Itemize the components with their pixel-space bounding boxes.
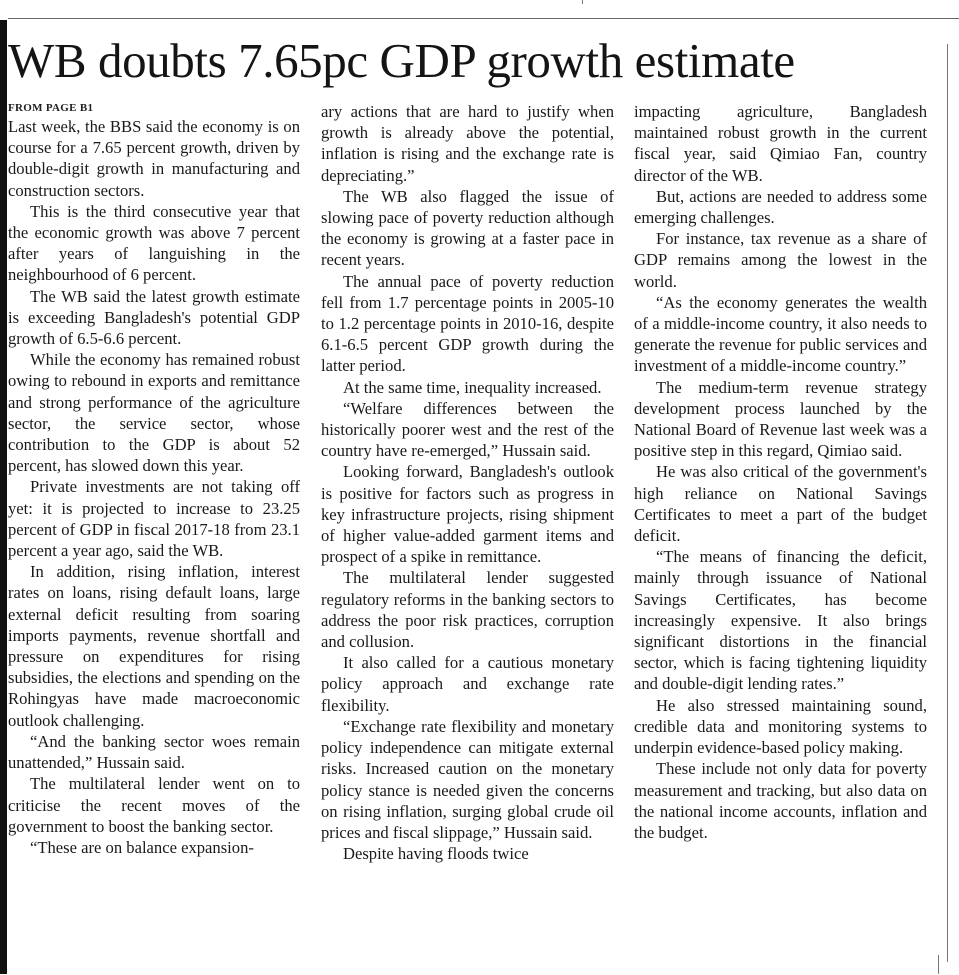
paragraph: The medium-term revenue strategy development process launched by the National Board of Revenue last week was a positive step in this regard, Qimiao said.	[634, 377, 927, 461]
paragraph: ary actions that are hard to justify when growth is already above the potential, inflation is rising and the exchange rate is depreciating.”	[321, 102, 614, 185]
paragraph: The multilateral lender suggested regulatory reforms in the banking sectors to address the poor risk practices, corruption and collusion.	[321, 568, 614, 652]
paragraph: For instance, tax revenue as a share of GDP remains among the lowest in the world.	[634, 229, 927, 291]
paragraph: Private investments are not taking off yet: it is projected to increase to 23.25 percent of GDP in fiscal 2017-18 from 23.1 percent a year ago, said the WB.	[8, 477, 300, 561]
paragraph: He also stressed maintaining sound, credible data and monitoring systems to underpin evidence-based policy making.	[634, 695, 927, 758]
right-column-rule	[947, 44, 948, 962]
top-rule	[8, 18, 959, 19]
paragraph: These include not only data for poverty measurement and tracking, but also data on the national income accounts, inflation and the budget.	[634, 759, 927, 842]
paragraph: He was also critical of the government's high reliance on National Savings Certificates to meet a part of the budget deficit.	[634, 462, 927, 546]
left-edge-bar	[0, 20, 7, 974]
paragraph: Last week, the BBS said the economy is on course for a 7.65 percent growth, driven by double-digit growth in manufacturing and construction sectors.	[8, 117, 300, 200]
paragraph: Despite having floods twice	[343, 844, 529, 864]
paragraph: At the same time, inequality increased.	[343, 377, 602, 397]
paragraph: The multilateral lender went on to criticise the recent moves of the government to boost the banking sector.	[8, 774, 300, 836]
paragraph: The annual pace of poverty reduction fell from 1.7 percentage points in 2005-10 to 1.2 percentage points in 2010-16, despite 6.1-6.5 percent GDP growth during the latter period.	[321, 271, 614, 376]
paragraph: “Welfare differences between the historically poorer west and the rest of the country have re-emerged,” Hussain said.	[321, 398, 614, 461]
article-column-2	[321, 101, 614, 975]
right-column-rule-bottom	[938, 955, 939, 974]
paragraph: impacting agriculture, Bangladesh maintained robust growth in the current fiscal year, said Qimiao Fan, country director of the WB.	[634, 102, 927, 185]
paragraph: In addition, rising inflation, interest rates on loans, rising default loans, large external deficit resulting from soaring imports payments, revenue shortfall and pressure on expenditures for rising subsidies, the elections and spending on the Rohingyas have made macroeconomic outlook challenging.	[8, 562, 300, 730]
paragraph: The WB also flagged the issue of slowing pace of poverty reduction although the economy is growing at a faster pace in recent years.	[321, 186, 614, 270]
paragraph: “And the banking sector woes remain unattended,” Hussain said.	[8, 731, 300, 773]
continued-from-label: FROM PAGE B1	[8, 102, 94, 114]
paragraph: But, actions are needed to address some emerging challenges.	[634, 186, 927, 228]
paragraph: It also called for a cautious monetary policy approach and exchange rate flexibility.	[321, 653, 614, 715]
article-column-1	[8, 100, 300, 974]
paragraph: “The means of financing the deficit, mainly through issuance of National Savings Certificates, has become increasingly expensive. It also brings significant distortions in the financial sector, which is facing tightening liquidity and double-digit lending rates.”	[634, 547, 927, 694]
paragraph: Looking forward, Bangladesh's outlook is positive for factors such as progress in key infrastructure projects, rising shipment of higher value-added garment items and prospect of a spike in remittance.	[321, 462, 614, 567]
paragraph: The WB said the latest growth estimate is exceeding Bangladesh's potential GDP growth of 6.5-6.6 percent.	[8, 286, 300, 349]
article-column-3	[634, 101, 927, 975]
top-tick-mark	[582, 0, 583, 4]
paragraph: “As the economy generates the wealth of a middle-income country, it also needs to generate the revenue for public services and investment of a middle-income country.”	[634, 292, 927, 376]
headline: WB doubts 7.65pc GDP growth estimate	[8, 33, 795, 88]
paragraph: While the economy has remained robust owing to rebound in exports and remittance and strong performance of the agriculture sector, the service sector, whose contribution to the GDP is about 52 percent, has slowed down this year.	[8, 350, 300, 476]
paragraph: “Exchange rate flexibility and monetary policy independence can mitigate external risks. Increased caution on the monetary policy stance is needed given the concerns on rising inflation, surging global crude oil prices and fiscal slippage,” Hussain said.	[321, 716, 614, 842]
paragraph: This is the third consecutive year that the economic growth was above 7 percent after years of languishing in the neighbourhood of 6 percent.	[8, 201, 300, 285]
paragraph: “These are on balance expansion-	[30, 837, 254, 857]
